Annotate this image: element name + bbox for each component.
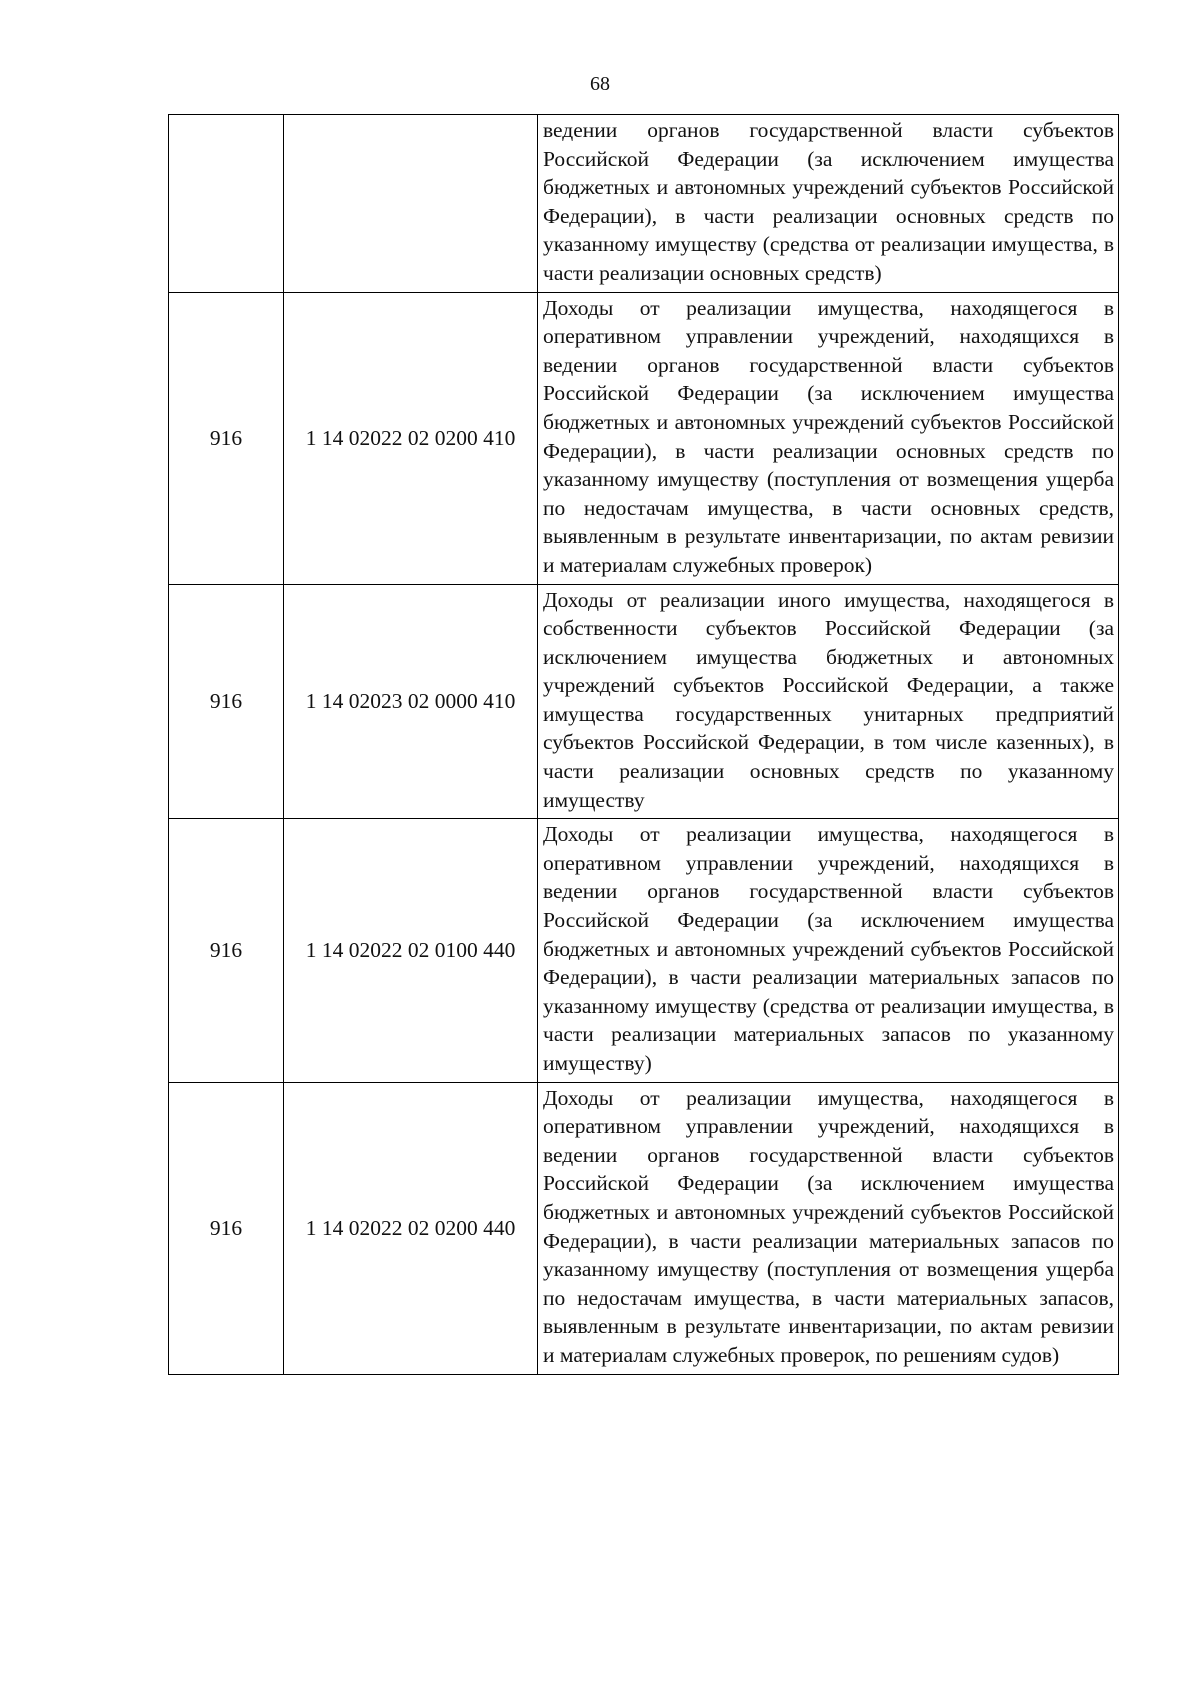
kbk-code-cell: 1 14 02022 02 0100 440 — [284, 819, 538, 1082]
page-number: 68 — [590, 73, 610, 95]
kbk-code-cell — [284, 115, 538, 293]
kbk-code-cell: 1 14 02022 02 0200 440 — [284, 1082, 538, 1374]
kbk-code-cell: 1 14 02022 02 0200 410 — [284, 292, 538, 584]
table-row — [169, 115, 1119, 293]
admin-code-cell — [169, 115, 284, 293]
description-cell: Доходы от реализации имущества, находящегося в оперативном управлении учреждений, находящихся в ведении органов государственной власти субъектов Российской Федерации (за исключением имущества бюджетных и автономных учреждений субъектов Российской Федерации), в части реализации основных средств по указанному имуществу (поступления от возмещения ущерба по недостачам имущества, в части основных средств, выявленным в результате инвентаризации, по актам ревизии и материалам служебных проверок) — [538, 292, 1119, 584]
description-cell: ведении органов государственной власти субъектов Российской Федерации (за исключением имущества бюджетных и автономных учреждений субъектов Российской Федерации), в части реализации основных средств по указанному имуществу (средства от реализации имущества, в части реализации основных средств) — [538, 115, 1119, 293]
table-row — [169, 292, 1119, 584]
kbk-code-cell: 1 14 02023 02 0000 410 — [284, 584, 538, 819]
table-row — [169, 1082, 1119, 1374]
description-cell: Доходы от реализации имущества, находящегося в оперативном управлении учреждений, находящихся в ведении органов государственной власти субъектов Российской Федерации (за исключением имущества бюджетных и автономных учреждений субъектов Российской Федерации), в части реализации материальных запасов по указанному имуществу (средства от реализации имущества, в части реализации материальных запасов по указанному имуществу) — [538, 819, 1119, 1082]
admin-code-cell: 916 — [169, 584, 284, 819]
admin-code-cell: 916 — [169, 292, 284, 584]
admin-code-cell: 916 — [169, 819, 284, 1082]
table-row — [169, 819, 1119, 1082]
description-cell: Доходы от реализации иного имущества, находящегося в собственности субъектов Российской Федерации (за исключением имущества бюджетных и автономных учреждений субъектов Российской Федерации, а также имущества государственных унитарных предприятий субъектов Российской Федерации, в том числе казенных), в части реализации основных средств по указанному имуществу — [538, 584, 1119, 819]
revenue-classification-table — [168, 114, 1119, 1375]
table-row — [169, 584, 1119, 819]
admin-code-cell: 916 — [169, 1082, 284, 1374]
description-cell: Доходы от реализации имущества, находящегося в оперативном управлении учреждений, находящихся в ведении органов государственной власти субъектов Российской Федерации (за исключением имущества бюджетных и автономных учреждений субъектов Российской Федерации), в части реализации материальных запасов по указанному имуществу (поступления от возмещения ущерба по недостачам имущества, в части материальных запасов, выявленным в результате инвентаризации, по актам ревизии и материалам служебных проверок, по решениям судов) — [538, 1082, 1119, 1374]
